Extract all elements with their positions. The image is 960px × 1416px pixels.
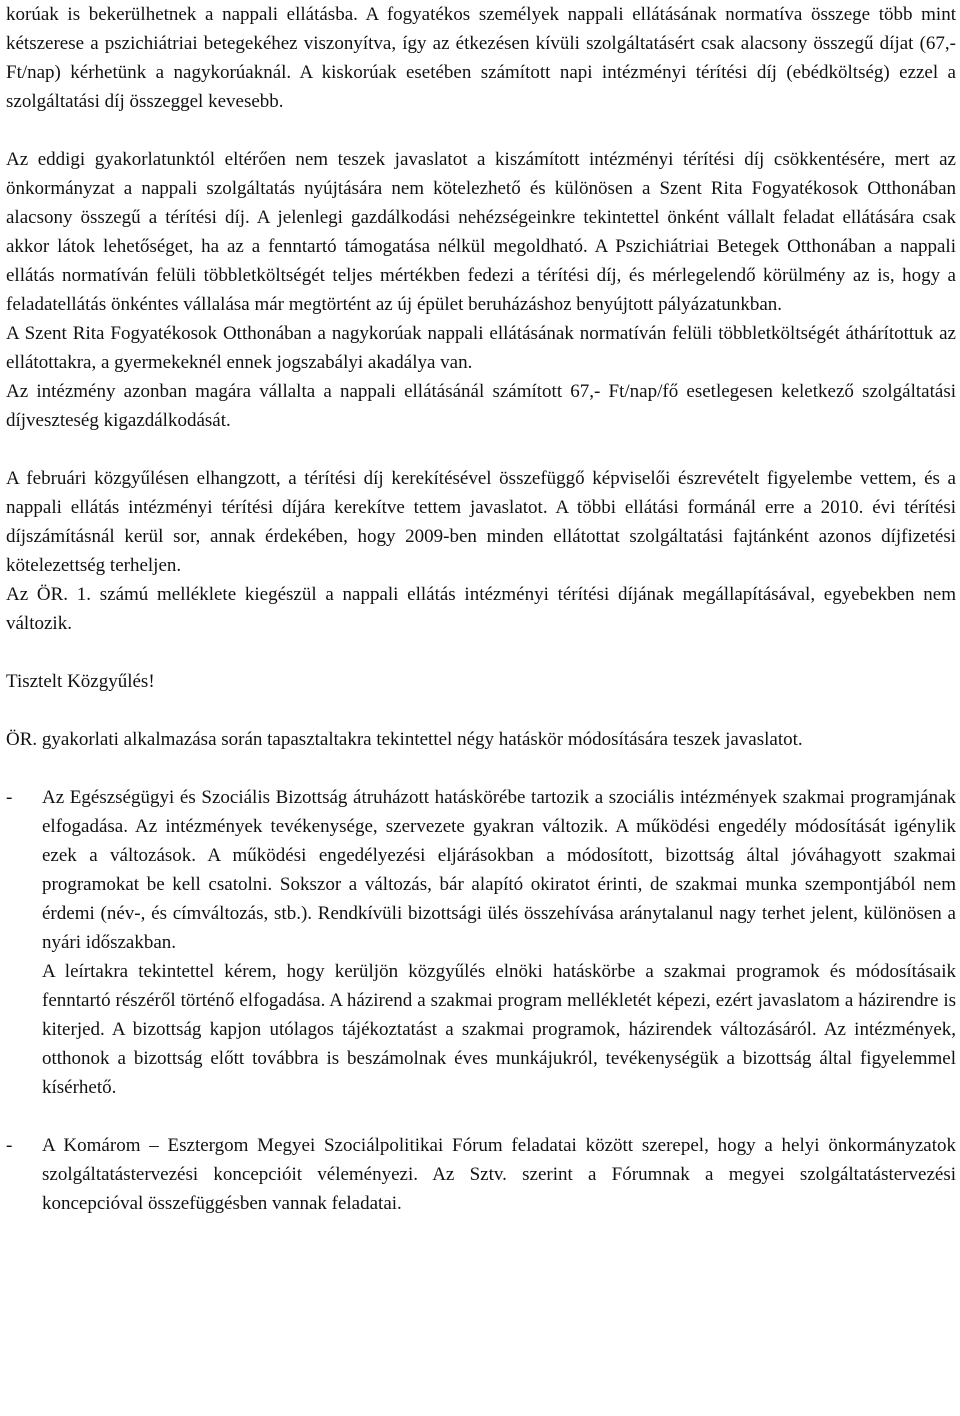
paragraph-2: Az eddigi gyakorlatunktól eltérően nem teszek javaslatot a kiszámított intézményi térítési díj csökkentésére, mert az önkormányzat a nappali szolgáltatás nyújtására nem kötelezhető és különösen a Szent Rita Fogyatékosok Otthonában alacsony összegű a térítési díj. A jelenlegi gazdálkodási nehézségeinkre tekintettel önként vállalt feladat ellátására csak akkor látok lehetőséget, ha az a fenntartó támogatása nélkül megoldható. A Pszichiátriai Betegek Otthonában a nappali ellátás normatíván felüli többletköltségét teljes mértékben fedezi a térítési díj, és mérlegelendő körülmény az is, hogy a feladatellátás önkéntes vállalása már megtörtént az új épület beruházáshoz benyújtott pályázatunkban. <box>6 149 956 315</box>
list-dash: - <box>6 787 13 808</box>
list-item-text: A leírtakra tekintettel kérem, hogy kerüljön közgyűlés elnöki hatáskörbe a szakmai programok és módosításaik fenntartó részéről történő elfogadása. A házirend a szakmai program mellékletét képezi, ezért javaslatom a házirendre is kiterjed. A bizottság kapjon utólagos tájékoztatást a szakmai programok, házirendek változásáról. Az intézmények, otthonok a bizottság előtt továbbra is beszámolnak éves munkájukról, tevékenységük a bizottság által figyelemmel kísérhető. <box>42 961 956 1098</box>
spacer <box>6 435 956 464</box>
paragraph-3: A Szent Rita Fogyatékosok Otthonában a nagykorúak nappali ellátásának normatíván felüli többletköltségét áthárítottuk az ellátottakra, a gyermekeknél ennek jogszabályi akadálya van. <box>6 323 956 373</box>
paragraph-5: A februári közgyűlésen elhangzott, a térítési díj kerekítésével összefüggő képviselői észrevételt figyelembe vettem, és a nappali ellátás intézményi térítési díjára kerekítve tettem javaslatot. A többi ellátási formánál erre a 2010. évi térítési díjszámításnál kerül sor, annak érdekében, hogy 2009-ben minden ellátottat szolgáltatási fajtánként azonos díjfizetési kötelezettség terheljen. <box>6 468 956 576</box>
list-item-text: A Komárom – Esztergom Megyei Szociálpolitikai Fórum feladatai között szerepel, hogy a helyi önkormányzatok szolgáltatástervezési koncepcióit véleményezi. Az Sztv. szerint a Fórumnak a megyei szolgáltatástervezési koncepcióval összefüggésben vannak feladatai. <box>42 1135 956 1214</box>
list-dash: - <box>6 1135 13 1156</box>
list-item-text: Az Egészségügyi és Szociális Bizottság átruházott hatáskörébe tartozik a szociális intézmények szakmai programjának elfogadása. Az intézmények tevékenysége, szervezete gyakran változik. A működési engedély módosítását igénylik ezek a változások. A működési engedélyezési eljárásokban a módosított, bizottság által jóváhagyott szakmai programokat be kell csatolni. Sokszor a változás, bár alapító okiratot érinti, de szakmai munka szempontjából nem érdemi (név-, és címváltozás, stb.). Rendkívüli bizottsági ülés összehívása aránytalanul nagy terhet jelent, különösen a nyári időszakban. <box>42 787 956 953</box>
paragraph-1: korúak is bekerülhetnek a nappali ellátásba. A fogyatékos személyek nappali ellátásának normatíva összege több mint kétszerese a pszichiátriai betegekéhez viszonyítva, így az étkezésen kívüli szolgáltatásért csak alacsony összegű díjat (67,- Ft/nap) kérhetünk a nagykorúaknál. A kiskorúak esetében számított napi intézményi térítési díj (ebédköltség) ezzel a szolgáltatási díj összeggel kevesebb. <box>6 4 956 112</box>
list-item <box>6 1131 956 1218</box>
spacer <box>6 638 956 667</box>
spacer <box>6 696 956 725</box>
salutation: Tisztelt Közgyűlés! <box>6 671 155 692</box>
spacer <box>6 754 956 783</box>
spacer <box>6 116 956 145</box>
spacer <box>6 1102 956 1131</box>
list-item <box>6 783 956 1102</box>
paragraph-6: Az ÖR. 1. számú melléklete kiegészül a nappali ellátás intézményi térítési díjának megállapításával, egyebekben nem változik. <box>6 584 956 634</box>
paragraph-4: Az intézmény azonban magára vállalta a nappali ellátásánál számított 67,- Ft/nap/fő esetlegesen keletkező szolgáltatási díjveszteség kigazdálkodását. <box>6 381 956 431</box>
paragraph-8: ÖR. gyakorlati alkalmazása során tapasztaltakra tekintettel négy hatáskör módosítására teszek javaslatot. <box>6 729 803 750</box>
document-page <box>6 0 956 1218</box>
